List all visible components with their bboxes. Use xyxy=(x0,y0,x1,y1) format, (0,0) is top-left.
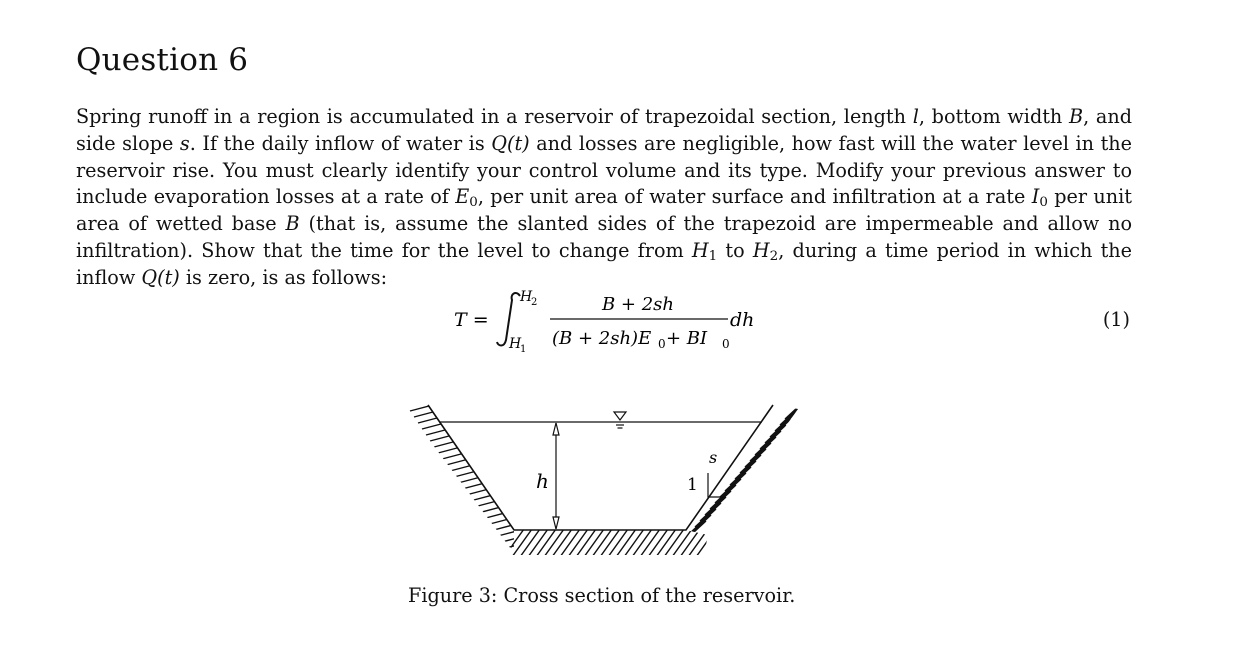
denominator-sub-a: 0 xyxy=(658,337,666,351)
equation-number: (1) xyxy=(1102,308,1130,331)
label-s: s xyxy=(709,448,718,467)
lower-limit: H xyxy=(509,336,522,352)
figure-caption: Figure 3: Cross section of the reservoir. xyxy=(408,584,796,607)
question-title: Question 6 xyxy=(76,42,249,78)
depth-dimension-arrow xyxy=(553,423,559,529)
differential: dh xyxy=(730,309,755,331)
upper-limit-sub: 2 xyxy=(531,297,538,308)
denominator-sub-b: 0 xyxy=(722,337,730,351)
lower-limit-sub: 1 xyxy=(520,344,527,355)
bottom-hatching xyxy=(504,529,716,557)
reservoir-outline xyxy=(428,405,773,530)
reservoir-diagram xyxy=(400,395,810,560)
equation-lhs: T = xyxy=(454,309,489,331)
equation-1 xyxy=(440,286,800,356)
upper-limit: H xyxy=(520,289,533,305)
label-h: h xyxy=(536,469,549,493)
denominator-b: + BI xyxy=(666,328,708,349)
water-level-symbol-icon xyxy=(614,412,626,428)
right-bank-hatching xyxy=(680,395,810,545)
label-1: 1 xyxy=(687,475,698,495)
question-text: Spring runoff in a region is accumulated in a reservoir of trapezoidal section, length l, bottom width B, and side slope s. If the daily inflow of water is Q(t) and losses are negligible, how fast will the water level in the reservoir rise. You must clearly identify your control volume and its type. Modify your previous answer to include evaporation losses at a rate of $E_0$, per unit area of water surface and infiltration at a rate $I_0$ per unit area of wetted base B (that is, assume the slanted sides of the trapezoid are impermeable and allow no infiltration). Show that the time for the level to change from $H_1$ to $H_2$, during a time period in which the inflow Q(t) is zero, is as follows: xyxy=(76,105,1132,289)
left-bank-hatching xyxy=(402,395,540,549)
denominator-a: (B + 2sh)E xyxy=(552,328,652,349)
numerator: B + 2sh xyxy=(601,294,675,315)
